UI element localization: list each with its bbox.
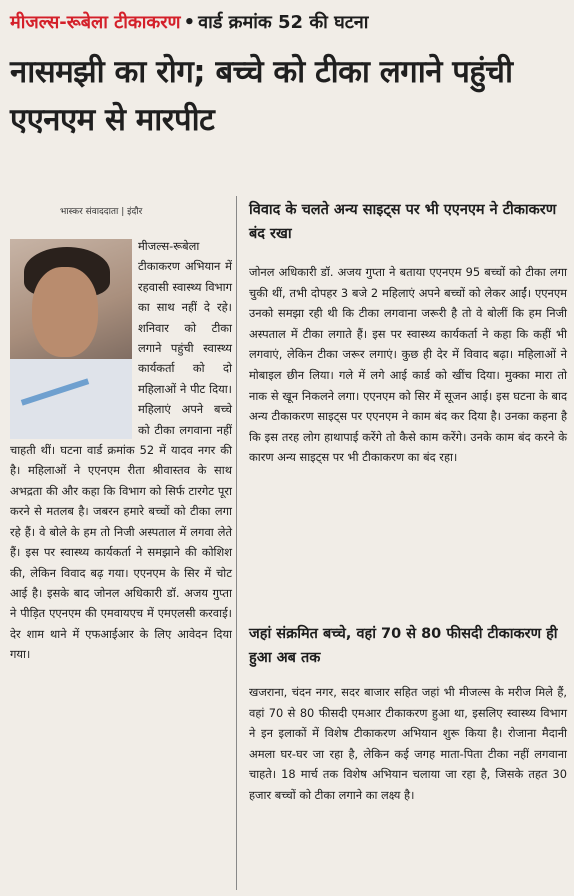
left-column [10,236,232,665]
left-column-text: मीजल्स-रूबेला टीकाकरण अभियान में रहवासी स्वास्थ्य विभाग का साथ नहीं दे रहे। शनिवार को टीका लगाने पहुंची स्वास्थ्य कार्यकर्ता को दो महिलाओं ने पीट दिया। महिलाएं अपने बच्चे को टीका लगवाना नहीं चाहती थीं। घटना वार्ड क्रमांक 52 में यादव नगर की है। महिलाओं ने एएनएम रीता श्रीवास्तव के साथ अभद्रता की और कहा कि विभाग को सिर्फ टारगेट पूरा करने से मतलब है। जबरन हमारे बच्चों को टीका लगा रहे हैं। वे बोले के हम तो निजी अस्पताल में लगवा लेते हैं। इस पर स्वास्थ्य कार्यकर्ता ने समझाने की कोशिश की, लेकिन विवाद बढ़ गया। एएनएम के सिर में चोट आई है। इसके बाद जोनल अधिकारी डॉ. अजय गुप्ता ने पीड़ित एएनएम की एमवायएच में एमएलसी करवाई। देर शाम थाने में एफआईआर के लिए आवेदन दिया गया। [10,239,232,662]
kicker-bullet: • [183,12,196,33]
subheading-2: जहां संक्रमित बच्चे, वहां 70 से 80 फीसदी टीकाकरण ही हुआ अब तक [249,626,558,666]
subheading-1: विवाद के चलते अन्य साइट्स पर भी एएनएम ने टीकाकरण बंद रखा [249,202,557,242]
news-photo [10,239,132,439]
column-divider [236,196,237,890]
kicker-ward: वार्ड क्रमांक 52 की घटना [198,12,369,33]
kicker-line [10,10,368,34]
photo-face [32,267,98,357]
headline: नासमझी का रोग; बच्चे को टीका लगाने पहुंची एएनएम से मारपीट [10,54,513,138]
right-body-2: खजराना, चंदन नगर, सदर बाजार सहित जहां भी मीजल्स के मरीज मिले हैं, वहां 70 से 80 फीसदी एमआर टीकाकरण हुआ था, इसलिए स्वास्थ्य विभाग ने इन इलाकों में विशेष टीकाकरण अभियान शुरू किया है। रोजाना मैदानी अमला घर-घर जा रहा है, लेकिन कई जगह माता-पिता टीका नहीं लगवाना चाहते। 18 मार्च तक विशेष अभियान चलाया जा रहा है, जिसके तहत 30 हजार बच्चों को टीका लगाने का लक्ष्य है। [249,685,567,802]
kicker-topic: मीजल्स-रूबेला टीकाकरण [10,12,181,33]
byline: भास्कर संवाददाता | इंदौर [60,207,143,217]
right-body-1: जोनल अधिकारी डॉ. अजय गुप्ता ने बताया एएनएम 95 बच्चों को टीका लगा चुकी थीं, तभी दोपहर 3 बजे 2 महिलाएं अपने बच्चों को लेकर आईं। एएनएम उनको समझा रही थी कि टीका लगवाना जरूरी है तो वे बोलीं कि हम निजी अस्पताल में टीका लगाते हैं। इस पर स्वास्थ्य कार्यकर्ता ने कहा कि कहीं भी लगवाएं, लेकिन टीका जरूर लगाएं। कुछ ही देर में विवाद बढ़ा। महिलाओं ने मोबाइल छीन लिया। गले में लगे आई कार्ड को खींच दिया। मुक्का मारा तो नाक से खून निकलने लगा। एएनएम को सिर में सूजन आई। इस घटना के बाद अन्य टीकाकरण साइट्स पर एएनएम ने काम बंद कर दिया है। उनका कहना है कि इस तरह लोग हाथापाई करेंगे तो कैसे काम करेंगे। उनके काम बंद करने के कारण अन्य साइट्स पर भी टीकाकरण का बंद रहा। [249,265,567,465]
